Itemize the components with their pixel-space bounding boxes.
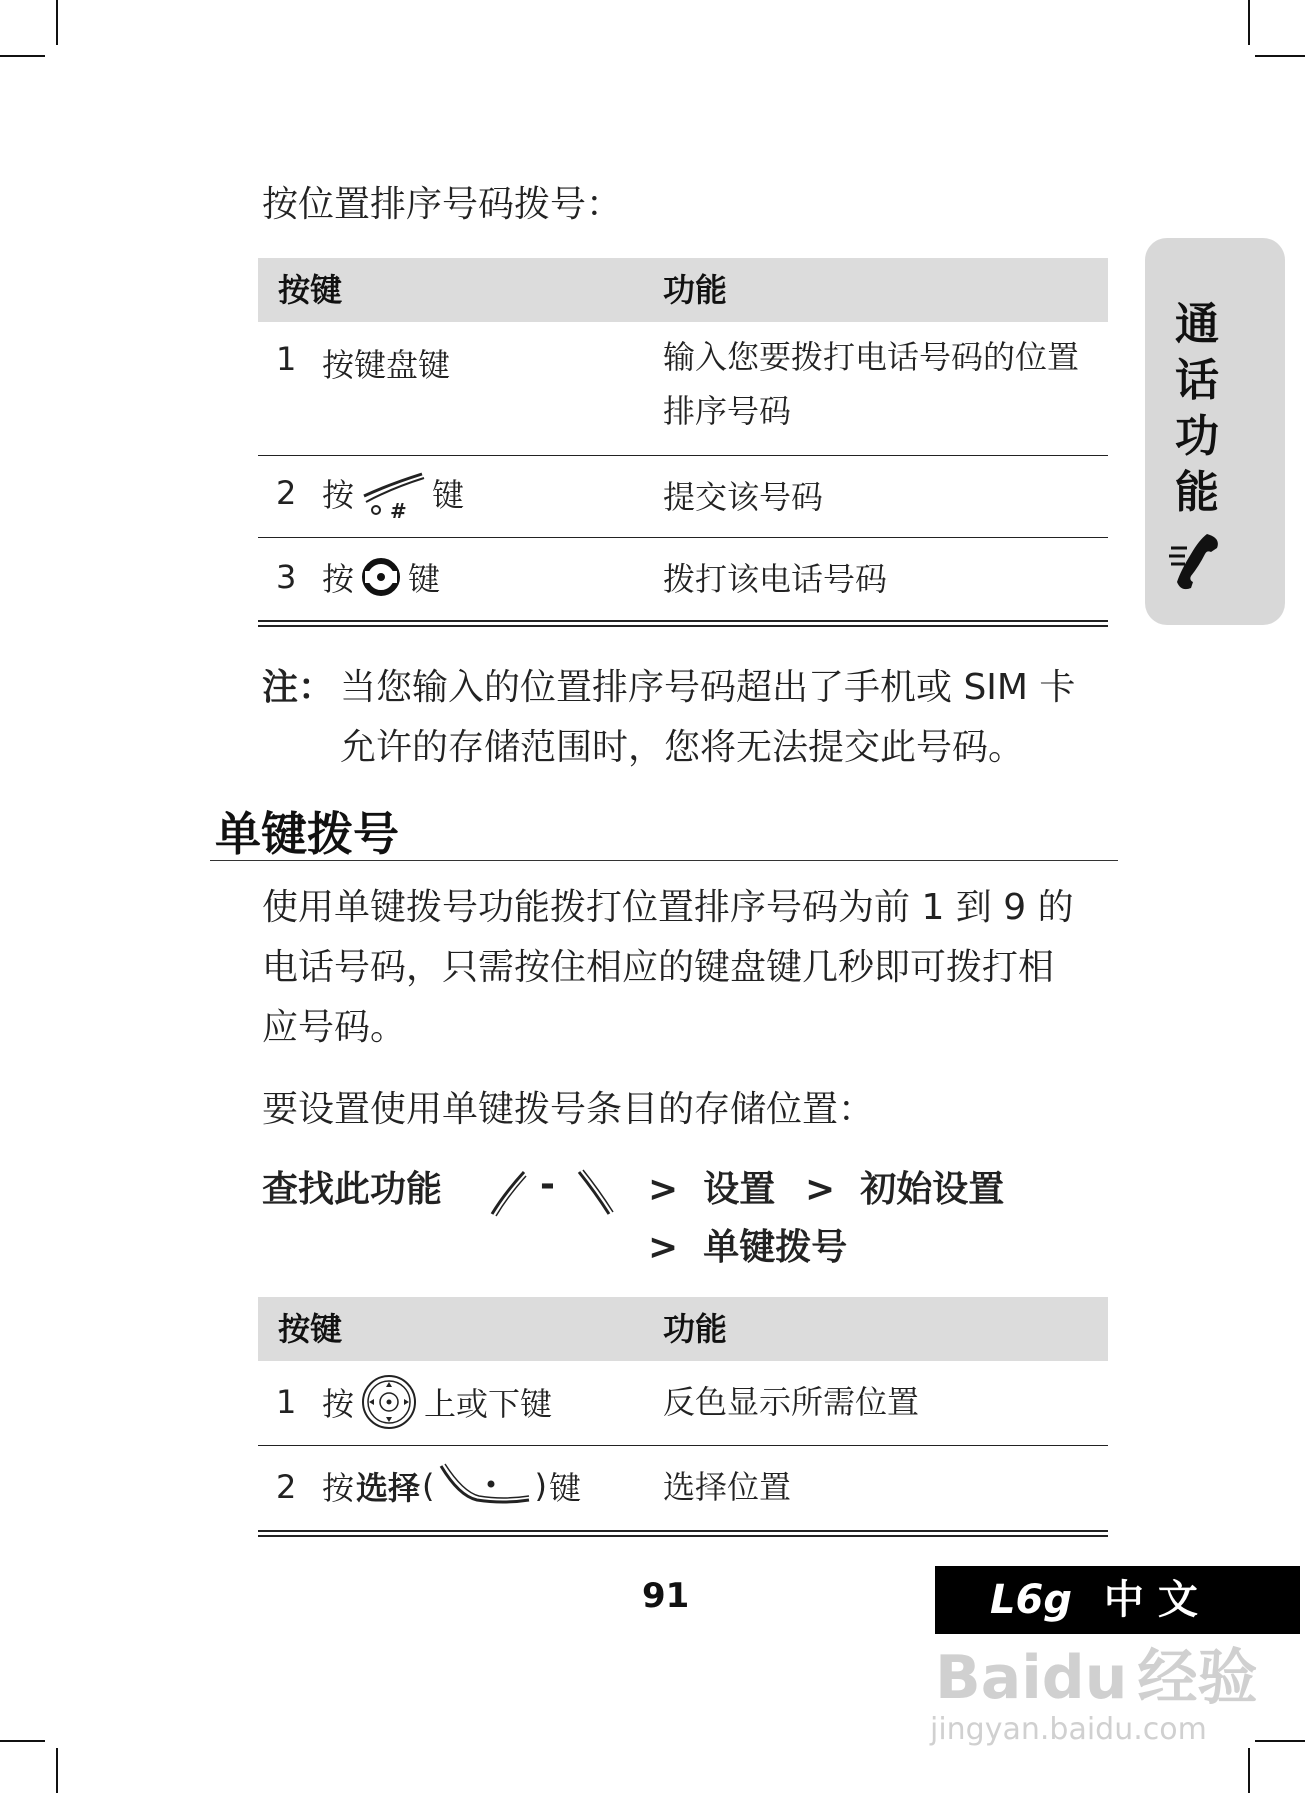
crop-mark	[0, 55, 45, 57]
svg-text:#: #	[390, 499, 407, 520]
row-number: 1	[276, 1383, 297, 1421]
key-text: 按键盘键	[322, 346, 451, 384]
send-key-icon	[360, 556, 402, 598]
menu-key-right-icon	[575, 1168, 615, 1218]
paragraph-line: 应号码。	[262, 1007, 407, 1048]
section-title: 单键拨号	[215, 807, 399, 861]
baidu-watermark	[935, 1630, 1257, 1716]
key-text-bold: 选择	[356, 1469, 421, 1507]
side-tab-char: 功	[1175, 411, 1219, 462]
crop-mark	[1255, 55, 1305, 57]
table-row	[258, 322, 1108, 456]
crop-mark	[1255, 1740, 1305, 1742]
paren-open: (	[422, 1467, 435, 1505]
row-number: 1	[276, 340, 297, 378]
watermark-jingyan: 经验	[1137, 1643, 1258, 1713]
menu-key-left-icon	[488, 1168, 528, 1218]
key-text: 按	[322, 1469, 355, 1507]
navigation-key-icon	[360, 1373, 418, 1431]
paragraph-line: 电话号码，只需按住相应的键盘键几秒即可拨打相	[262, 947, 1055, 988]
select-softkey-icon	[437, 1460, 533, 1512]
row-function: 拨打该电话号码	[663, 560, 888, 598]
table-header	[258, 1297, 1108, 1361]
paragraph-line: 要设置使用单键拨号条目的存储位置：	[262, 1089, 875, 1130]
table-row	[258, 456, 1108, 538]
right-softkey-hash-icon	[360, 466, 426, 520]
row-number: 2	[276, 474, 297, 512]
table-row	[258, 1446, 1108, 1530]
row-function: 反色显示所需位置	[663, 1383, 920, 1421]
row-function: 选择位置	[663, 1468, 792, 1506]
paren-close: )	[534, 1467, 547, 1505]
key-text: 键	[408, 560, 441, 598]
row-function: 输入您要拨打电话号码的位置排序号码	[663, 338, 1080, 430]
row-key	[322, 1460, 581, 1512]
table-bottom-rule	[258, 1530, 1108, 1537]
page-number: 91	[642, 1576, 690, 1616]
table-row	[258, 538, 1108, 620]
header-function: 功能	[663, 271, 728, 309]
row-key	[322, 340, 450, 386]
watermark-du: du	[1041, 1643, 1128, 1713]
watermark-url: jingyan.baidu.com	[930, 1712, 1207, 1747]
model-label-box	[935, 1566, 1300, 1634]
side-tab-char: 能	[1175, 467, 1219, 518]
crop-mark	[1248, 1748, 1250, 1793]
side-tab-char: 通	[1175, 299, 1219, 350]
key-text: 上或下键	[424, 1385, 553, 1423]
key-text: 键	[432, 476, 465, 514]
row-key	[322, 554, 440, 600]
note-line-2: 允许的存储范围时，您将无法提交此号码。	[340, 727, 1025, 768]
phone-call-icon	[1167, 530, 1227, 590]
crop-mark	[56, 1748, 58, 1793]
language-label: 中 文	[1103, 1577, 1198, 1623]
find-feature-label: 查找此功能	[262, 1169, 443, 1210]
note-line-1: 当您输入的位置排序号码超出了手机或 SIM 卡	[340, 667, 1076, 708]
section-rule	[210, 860, 1118, 861]
header-function: 功能	[663, 1310, 728, 1348]
row-key	[322, 1373, 552, 1431]
table-row	[258, 1361, 1108, 1446]
row-number: 3	[276, 558, 297, 596]
model-name: L6g	[990, 1577, 1072, 1623]
key-text: 按	[322, 1385, 355, 1423]
key-function-table-2	[258, 1297, 1108, 1537]
paragraph-line: 使用单键拨号功能拨打位置排序号码为前 1 到 9 的	[262, 887, 1074, 928]
menu-path-initial-setup: > 初始设置	[805, 1169, 1005, 1210]
menu-path-speed-dial: > 单键拨号	[648, 1227, 848, 1268]
menu-path-settings: > 设置	[648, 1169, 776, 1210]
menu-key-dash: -	[540, 1164, 555, 1205]
key-text: 键	[549, 1469, 582, 1507]
row-function: 提交该号码	[663, 478, 824, 516]
header-key: 按键	[278, 271, 343, 309]
intro-text: 按位置排序号码拨号：	[262, 184, 623, 225]
key-text: 按	[322, 560, 355, 598]
key-text: 按	[322, 476, 355, 514]
row-number: 2	[276, 1468, 297, 1506]
crop-mark	[0, 1740, 45, 1742]
key-function-table-1	[258, 258, 1108, 627]
table-bottom-rule	[258, 620, 1108, 627]
crop-mark	[56, 0, 58, 45]
header-key: 按键	[278, 1310, 343, 1348]
watermark-brand: Bai	[935, 1643, 1042, 1713]
table-header	[258, 258, 1108, 322]
side-tab-char: 话	[1175, 355, 1219, 406]
chapter-side-tab	[1145, 238, 1285, 625]
row-key	[322, 466, 464, 520]
note-label: 注：	[262, 667, 335, 708]
crop-mark	[1248, 0, 1250, 45]
